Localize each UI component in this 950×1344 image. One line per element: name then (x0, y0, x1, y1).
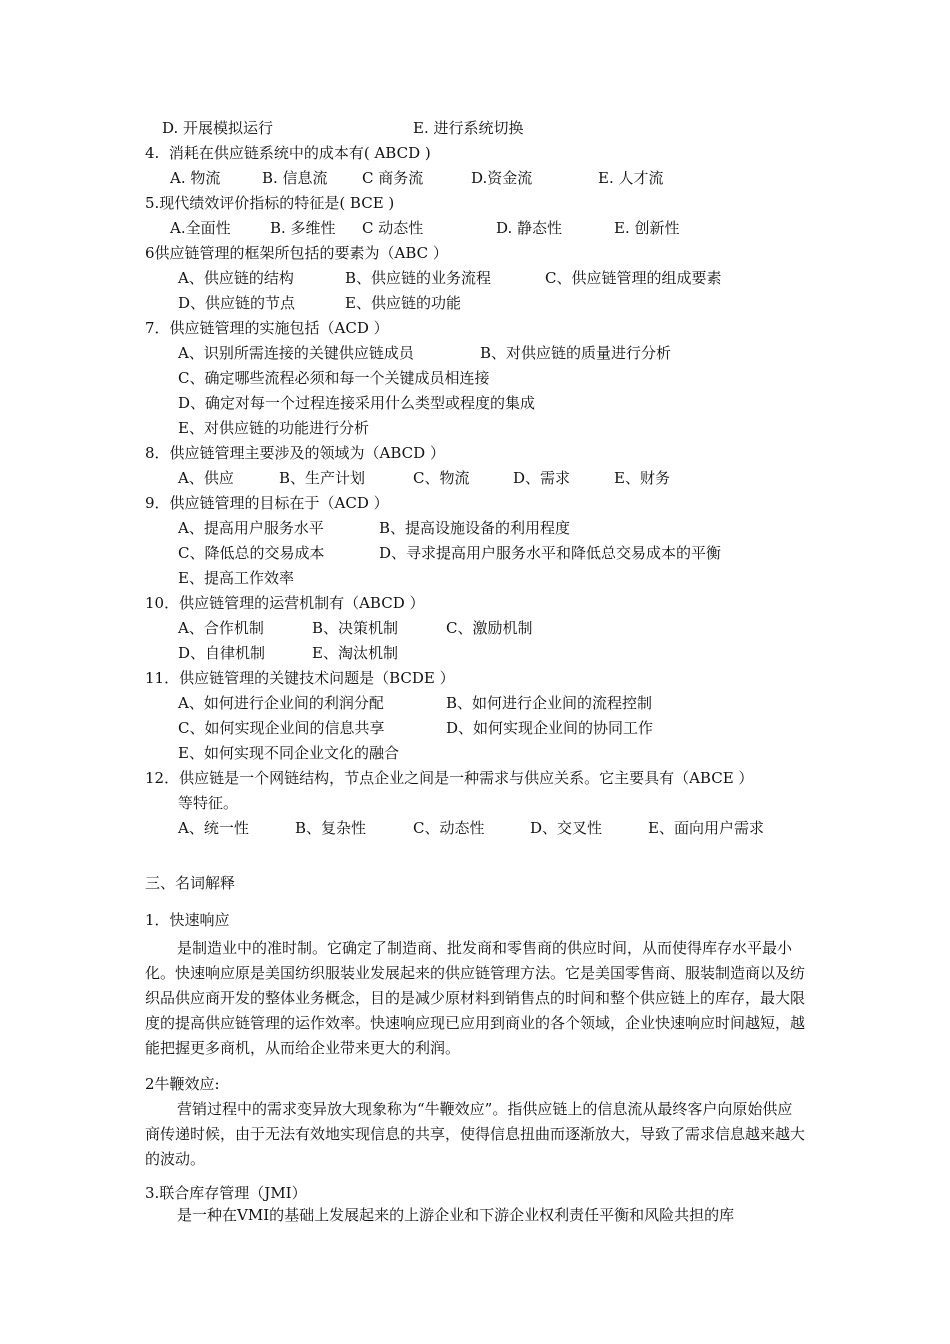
q9-option-b: B、提高设施设备的利用程度 (379, 519, 571, 537)
q8-option-a: A、供应 (178, 469, 234, 487)
term1-body: 是制造业中的准时制。它确定了制造商、批发商和零售商的供应时间，从而使得库存水平最小化。快速响应原是美国纺织服装业发展起来的供应链管理方法。它是美国零售商、服装制造商以及纺织品供应商开发的整体业务概念，目的是减少原材料到销售点的时间和整个供应链上的库存，最大限度的提高供应链管理的运作效率。快速响应现已应用到商业的各个领域，企业快速响应时间越短，越能把握更多商机，从而给企业带来更大的利润。 (145, 939, 806, 1057)
q8-option-e: E、财务 (614, 469, 670, 487)
q4-option-a: A. 物流 (170, 169, 221, 187)
q9-option-c: C、降低总的交易成本 (178, 544, 325, 562)
q3-option-e: E. 进行系统切换 (413, 119, 524, 137)
q7-option-a: A、识别所需连接的关键供应链成员 (178, 344, 414, 362)
term2-title: 2牛鞭效应: (145, 1075, 220, 1093)
q7-option-c: C、确定哪些流程必须和每一个关键成员相连接 (178, 369, 490, 387)
q4-stem: 4. 消耗在供应链系统中的成本有( ABCD ) (145, 144, 431, 162)
q8-stem: 8．供应链管理主要涉及的领域为（ABCD ） (145, 444, 445, 462)
q6-option-c: C、供应链管理的组成要素 (545, 269, 722, 287)
q6-stem: 6供应链管理的框架所包括的要素为（ABC ） (145, 244, 448, 262)
q12-option-c: C、动态性 (413, 819, 485, 837)
term3-body: 是一种在VMI的基础上发展起来的上游企业和下游企业权利责任平衡和风险共担的库 (177, 1206, 735, 1224)
q10-option-d: D、自律机制 (178, 644, 266, 662)
q5-option-e: E. 创新性 (614, 219, 680, 237)
q12-option-e: E、面向用户需求 (648, 819, 764, 837)
q3-option-d: D. 开展模拟运行 (162, 119, 274, 137)
q4-option-b: B. 信息流 (262, 169, 328, 187)
q11-stem: 11．供应链管理的关键技术问题是（BCDE ） (145, 669, 455, 687)
q8-option-c: C、物流 (413, 469, 470, 487)
q12-stem-continued: 等特征。 (178, 794, 239, 812)
term3-title: 3.联合库存管理（JMI） (145, 1184, 307, 1202)
q6-option-b: B、供应链的业务流程 (345, 269, 492, 287)
q10-option-a: A、合作机制 (178, 619, 264, 637)
q9-option-e: E、提高工作效率 (178, 569, 294, 587)
q4-option-e: E. 人才流 (598, 169, 664, 187)
q7-option-e: E、对供应链的功能进行分析 (178, 419, 369, 437)
section-heading: 三、名词解释 (145, 874, 236, 892)
q8-option-d: D、需求 (513, 469, 571, 487)
q12-option-d: D、交叉性 (530, 819, 603, 837)
q12-option-a: A、统一性 (178, 819, 249, 837)
q5-option-a: A.全面性 (170, 219, 231, 237)
q11-option-e: E、如何实现不同企业文化的融合 (178, 744, 399, 762)
q11-option-d: D、如何实现企业间的协同工作 (446, 719, 654, 737)
q6-option-e: E、供应链的功能 (345, 294, 461, 312)
q9-option-d: D、寻求提高用户服务水平和降低总交易成本的平衡 (379, 544, 722, 562)
q5-stem: 5.现代绩效评价指标的特征是( BCE ) (145, 194, 395, 212)
q9-stem: 9．供应链管理的目标在于（ACD ） (145, 494, 389, 512)
q7-stem: 7．供应链管理的实施包括（ACD ） (145, 319, 389, 337)
q11-option-c: C、如何实现企业间的信息共享 (178, 719, 385, 737)
q12-option-b: B、复杂性 (295, 819, 367, 837)
q10-option-c: C、激励机制 (446, 619, 533, 637)
q8-option-b: B、生产计划 (279, 469, 366, 487)
q5-option-d: D. 静态性 (496, 219, 563, 237)
term1-title: 1．快速响应 (145, 911, 230, 929)
q6-option-d: D、供应链的节点 (178, 294, 296, 312)
q5-option-b: B. 多维性 (270, 219, 336, 237)
q9-option-a: A、提高用户服务水平 (178, 519, 324, 537)
q11-option-a: A、如何进行企业间的利润分配 (178, 694, 384, 712)
q10-option-b: B、决策机制 (312, 619, 399, 637)
q11-option-b: B、如何进行企业间的流程控制 (446, 694, 653, 712)
q4-option-c: C 商务流 (362, 169, 424, 187)
q5-option-c: C 动态性 (362, 219, 424, 237)
q7-option-d: D、确定对每一个过程连接采用什么类型或程度的集成 (178, 394, 536, 412)
q6-option-a: A、供应链的结构 (178, 269, 294, 287)
q10-stem: 10．供应链管理的运营机制有（ABCD ） (145, 594, 425, 612)
q4-option-d: D.资金流 (471, 169, 533, 187)
q12-stem: 12．供应链是一个网链结构，节点企业之间是一种需求与供应关系。它主要具有（ABCE ） (145, 769, 754, 787)
q7-option-b: B、对供应链的质量进行分析 (480, 344, 672, 362)
term2-body: 营销过程中的需求变异放大现象称为“牛鞭效应”。指供应链上的信息流从最终客户向原始供应商传递时候，由于无法有效地实现信息的共享，使得信息扭曲而逐渐放大，导致了需求信息越来越大的波动。 (145, 1100, 806, 1168)
q10-option-e: E、淘汰机制 (312, 644, 398, 662)
